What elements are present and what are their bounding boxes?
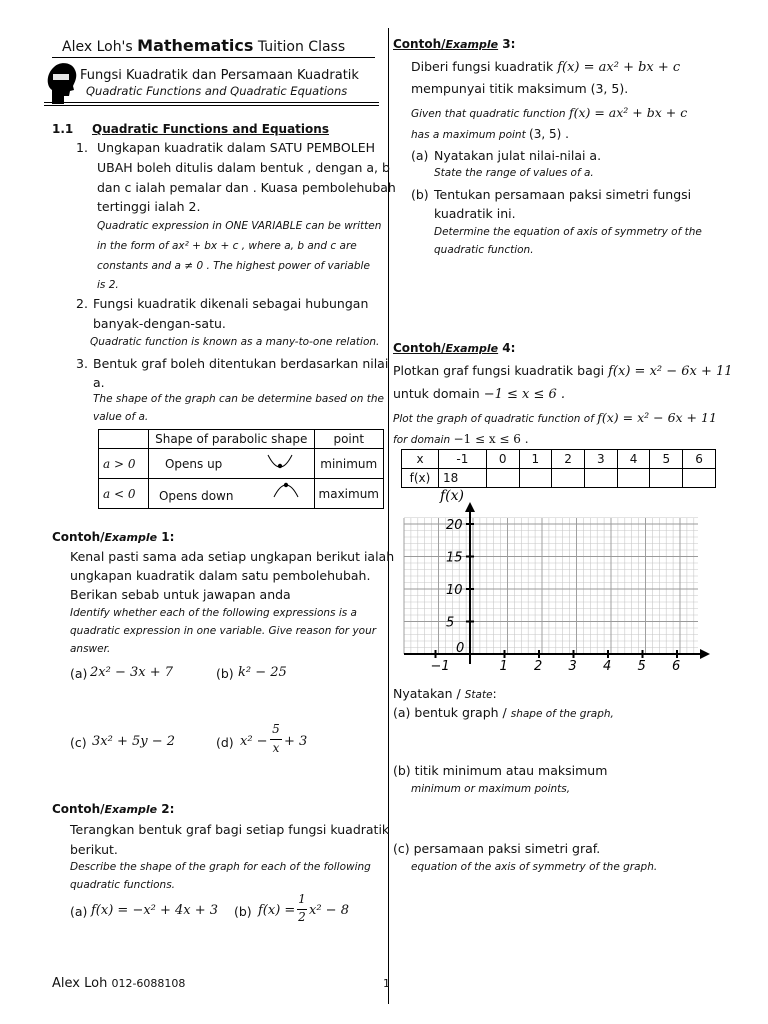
example1-ms-line: ungkapan kuadratik dalam satu pembolehubah. [70,568,371,583]
item3-ms-line: Bentuk graf boleh ditentukan berdasarkan nilai [93,356,389,371]
item-number: 1. [76,140,88,155]
expression: 3x² + 5y − 2 [92,734,176,749]
part-label: (b) [234,904,252,919]
part-label: (a) [411,148,429,163]
item1-ms-line: dan c ialah pemalar dan . Kuasa pembolehubah [97,180,396,195]
example4-ms-line: untuk domain −1 ≤ x ≤ 6 . [393,386,566,402]
topic-en: Quadratic Functions and Quadratic Equations [86,84,348,98]
expression: k² − 25 [238,665,287,680]
example3-part-en: State the range of values of a. [434,167,594,179]
expression: + 3 [284,734,308,749]
table-header: 5 [650,450,683,469]
expression: f(x) = [258,903,296,918]
table-header: 4 [617,450,650,469]
x-tick-label: 0 [456,641,465,656]
fraction-denominator: 2 [298,910,306,924]
expression: x² − 8 [309,903,349,918]
state-question-en: minimum or maximum points, [411,783,571,795]
graph-grid [398,484,714,674]
state-question: (b) titik minimum atau maksimum [393,763,608,778]
table-cell: a > 0 [99,449,149,479]
table-header: 2 [552,450,585,469]
table-header: 1 [519,450,552,469]
page-number: 1 [383,977,390,990]
part-label: (c) [70,735,87,750]
item2-en-line: Quadratic function is known as a many-to-one relation. [90,336,380,348]
x-tick-label: 2 [534,659,543,674]
header-title: Alex Loh's Mathematics Tuition Class [62,36,346,55]
example3-part-ms: kuadratik ini. [434,206,516,221]
part-label: (b) [411,187,429,202]
x-tick-label: 5 [637,659,646,674]
item1-en-line: in the form of ax² + bx + c , where a, b and c are [97,240,357,252]
table-header: 0 [486,450,519,469]
example2-en-line: Describe the shape of the graph for each of the following [70,861,371,873]
table-cell: Opens up [164,457,223,471]
table-row-label: f(x) [402,469,439,488]
example1-en-line: Identify whether each of the following expressions is a [70,607,357,619]
example4-en-line: Plot the graph of quadratic function of f(x) = x² − 6x + 11 [393,410,717,425]
example2-ms-line: berikut. [70,842,118,857]
footer-author: Alex Loh 012-6088108 [52,976,186,991]
table-header: Shape of parabolic shape [148,430,314,449]
example2-en-line: quadratic functions. [70,879,176,891]
item2-ms-line: banyak-dengan-satu. [93,316,226,331]
y-tick-label: 20 [446,518,463,533]
section-title: Quadratic Functions and Equations [92,122,329,136]
expression: x² − [240,734,268,749]
section-number: 1.1 [52,122,74,136]
example2-ms-line: Terangkan bentuk graf bagi setiap fungsi kuadratik [70,822,390,837]
example1-ms-line: Kenal pasti sama ada setiap ungkapan berikut ialah [70,549,395,564]
table-cell: 18 [439,469,487,488]
example3-part-en: quadratic function. [434,244,534,256]
part-label: (a) [70,666,88,681]
part-label: (a) [70,904,88,919]
item2-ms-line: Fungsi kuadratik dikenali sebagai hubungan [93,296,369,311]
example3-en-line: has a maximum point (3, 5) . [411,127,569,141]
table-header: point [314,430,383,449]
table-header: -1 [439,450,487,469]
y-tick-label: 5 [446,615,455,631]
example-heading: Contoh/Example 1: [52,530,175,544]
y-axis-label: f(x) [440,488,465,504]
table-header: 6 [683,450,716,469]
part-label: (d) [216,735,234,750]
item3-en-line: The shape of the graph can be determine based on the [93,393,384,405]
example-heading: Contoh/Example 2: [52,802,175,816]
x-tick-label: 1 [499,659,508,674]
state-question: (c) persamaan paksi simetri graf. [393,841,601,856]
table-cell: minimum [314,449,383,479]
item1-en-line: is 2. [97,279,119,291]
item1-ms-line: UBAH boleh ditulis dalam bentuk , dengan a, b [97,160,390,175]
example3-en-line: Given that quadratic function f(x) = ax² + bx + c [411,105,688,120]
item3-ms-line: a. [93,375,105,390]
item1-ms-line: tertinggi ialah 2. [97,199,201,214]
example4-en-line: for domain −1 ≤ x ≤ 6 . [393,432,529,446]
example1-en-line: quadratic expression in one variable. Give reason for your [70,625,377,637]
table-header: x [402,450,439,469]
topic-ms: Fungsi Kuadratik dan Persamaan Kuadratik [80,68,359,83]
expression: 2x² − 3x + 7 [90,665,174,680]
table-cell: maximum [314,479,383,509]
table-cell: Opens down [158,489,234,503]
parabola-down-icon [271,479,301,501]
example3-part-en: Determine the equation of axis of symmetry of the [434,226,702,238]
item1-ms-line: Ungkapan kuadratik dalam SATU PEMBOLEH [97,140,375,155]
item-number: 2. [76,296,88,311]
example3-part-ms: Tentukan persamaan paksi simetri fungsi [434,187,692,202]
y-tick-label: 10 [446,583,463,598]
table-cell: a < 0 [99,479,149,509]
parabola-shape-table [98,429,384,509]
fraction-numerator: 1 [298,892,306,906]
fraction-numerator: 5 [272,722,280,736]
value-table [401,449,716,488]
x-tick-label: −1 [430,659,450,674]
expression: f(x) = −x² + 4x + 3 [91,903,219,918]
silhouette-head-icon [44,60,78,104]
example3-ms-line: Diberi fungsi kuadratik f(x) = ax² + bx + c [411,59,681,75]
part-label: (b) [216,666,234,681]
x-tick-label: 3 [568,659,577,674]
y-tick-label: 15 [446,550,463,566]
example-heading: Contoh/Example 3: [393,37,516,51]
x-tick-label: 6 [672,659,681,674]
example3-ms-line: mempunyai titik maksimum (3, 5). [411,81,629,96]
item1-en-line: Quadratic expression in ONE VARIABLE can be written [97,220,382,232]
state-heading: Nyatakan / State: [393,686,497,701]
example-heading: Contoh/Example 4: [393,341,516,355]
state-question-en: equation of the axis of symmetry of the graph. [411,861,658,873]
item1-en-line: constants and a ≠ 0 . The highest power of variable [97,260,370,272]
fraction-denominator: x [272,741,280,755]
item3-en-line: value of a. [93,411,149,423]
example4-ms-line: Plotkan graf fungsi kuadratik bagi f(x) = x² − 6x + 11 [393,363,733,379]
item-number: 3. [76,356,88,371]
example3-part-ms: Nyatakan julat nilai-nilai a. [434,148,602,163]
state-question: (a) bentuk graph / shape of the graph, [393,705,614,720]
x-tick-label: 4 [603,659,612,674]
parabola-up-icon [265,451,295,473]
table-header: 3 [584,450,617,469]
example1-ms-line: Berikan sebab untuk jawapan anda [70,587,291,602]
example1-en-line: answer. [70,643,111,655]
